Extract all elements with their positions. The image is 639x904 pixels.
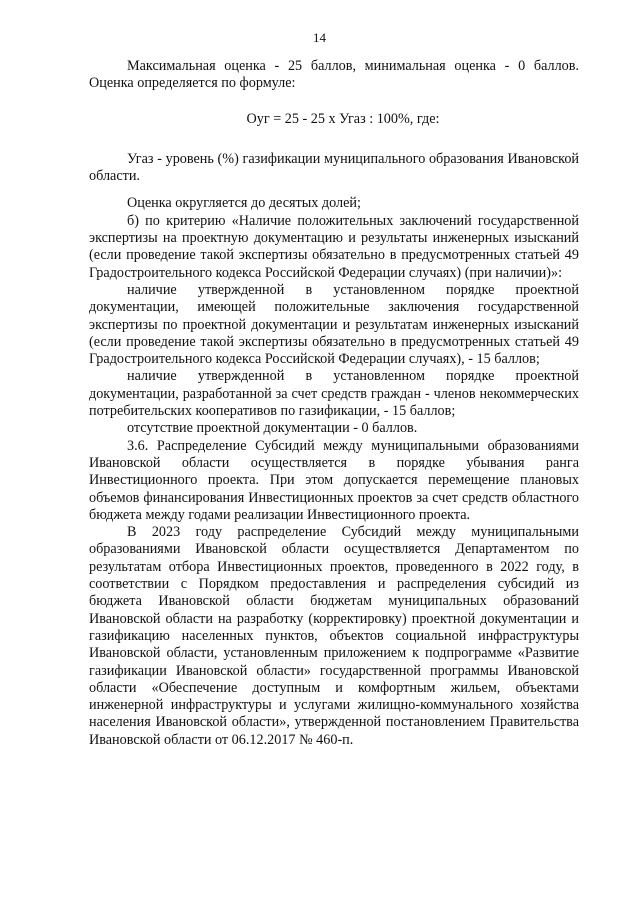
document-body [89,58,579,749]
paragraph-cooperative-15: наличие утвержденной в установленном порядке проектной документации, разработанной за счет средств граждан - членов некоммерческих потребительских кооперативов по газификации, - 15 баллов; [89,368,579,420]
formula: Оуг = 25 - 25 х Угаз : 100%, где: [246,110,440,127]
paragraph-expertise-15: наличие утвержденной в установленном порядке проектной документации, имеющей положительные заключения государственной экспертизы по проектной документации и результатам инженерных изысканий (если проведение такой экспертизы обязательно в предусмотренных статьей 49 Градостроительного кодекса Российской Федерации случаях), - 15 баллов; [89,281,579,368]
paragraph-criterion-b: б) по критерию «Наличие положительных заключений государственной экспертизы на проектную документацию и результаты инженерных изысканий (если проведение такой экспертизы обязательно в предусмотренных статьей 49 Градостроительного кодекса Российской Федерации случаях) (при наличии)»: [89,212,579,281]
paragraph-2023-distribution: В 2023 году распределение Субсидий между муниципальными образованиями Ивановской области осуществляется Департаментом по результатам отбора Инвестиционных проектов, проведенного в 2022 году, в соответствии с Порядком предоставления и распределения субсидий из бюджета Ивановской области бюджетам муниципальных образований Ивановской области на разработку (корректировку) проектной документации и газификацию населенных пунктов, объектов социальной инфраструктуры Ивановской области, установленным приложением к подпрограмме «Развитие газификации Ивановской области» государственной программы Ивановской области «Обеспечение доступным и комфортным жильем, объектами инженерной инфраструктуры и услугами жилищно-коммунального хозяйства населения Ивановской области», утвержденной постановлением Правительства Ивановской области от 06.12.2017 № 460-п. [89,524,579,748]
page-number: 14 [313,30,326,45]
paragraph-no-docs-0: отсутствие проектной документации - 0 баллов. [127,420,418,437]
paragraph-rounding: Оценка округляется до десятых долей; [127,195,361,212]
paragraph-section-3-6: 3.6. Распределение Субсидий между муниципальными образованиями Ивановской области осуществляется в порядке убывания ранга Инвестиционного проекта. При этом допускается перемещение плановых объемов финансирования Инвестиционных проектов за счет средств областного бюджета между годами реализации Инвестиционного проекта. [89,437,579,523]
paragraph-ugaz-definition: Угаз - уровень (%) газификации муниципального образования Ивановской области. [89,150,579,185]
paragraph-max-score: Максимальная оценка - 25 баллов, минимальная оценка - 0 баллов. Оценка определяется по формуле: [89,58,579,92]
